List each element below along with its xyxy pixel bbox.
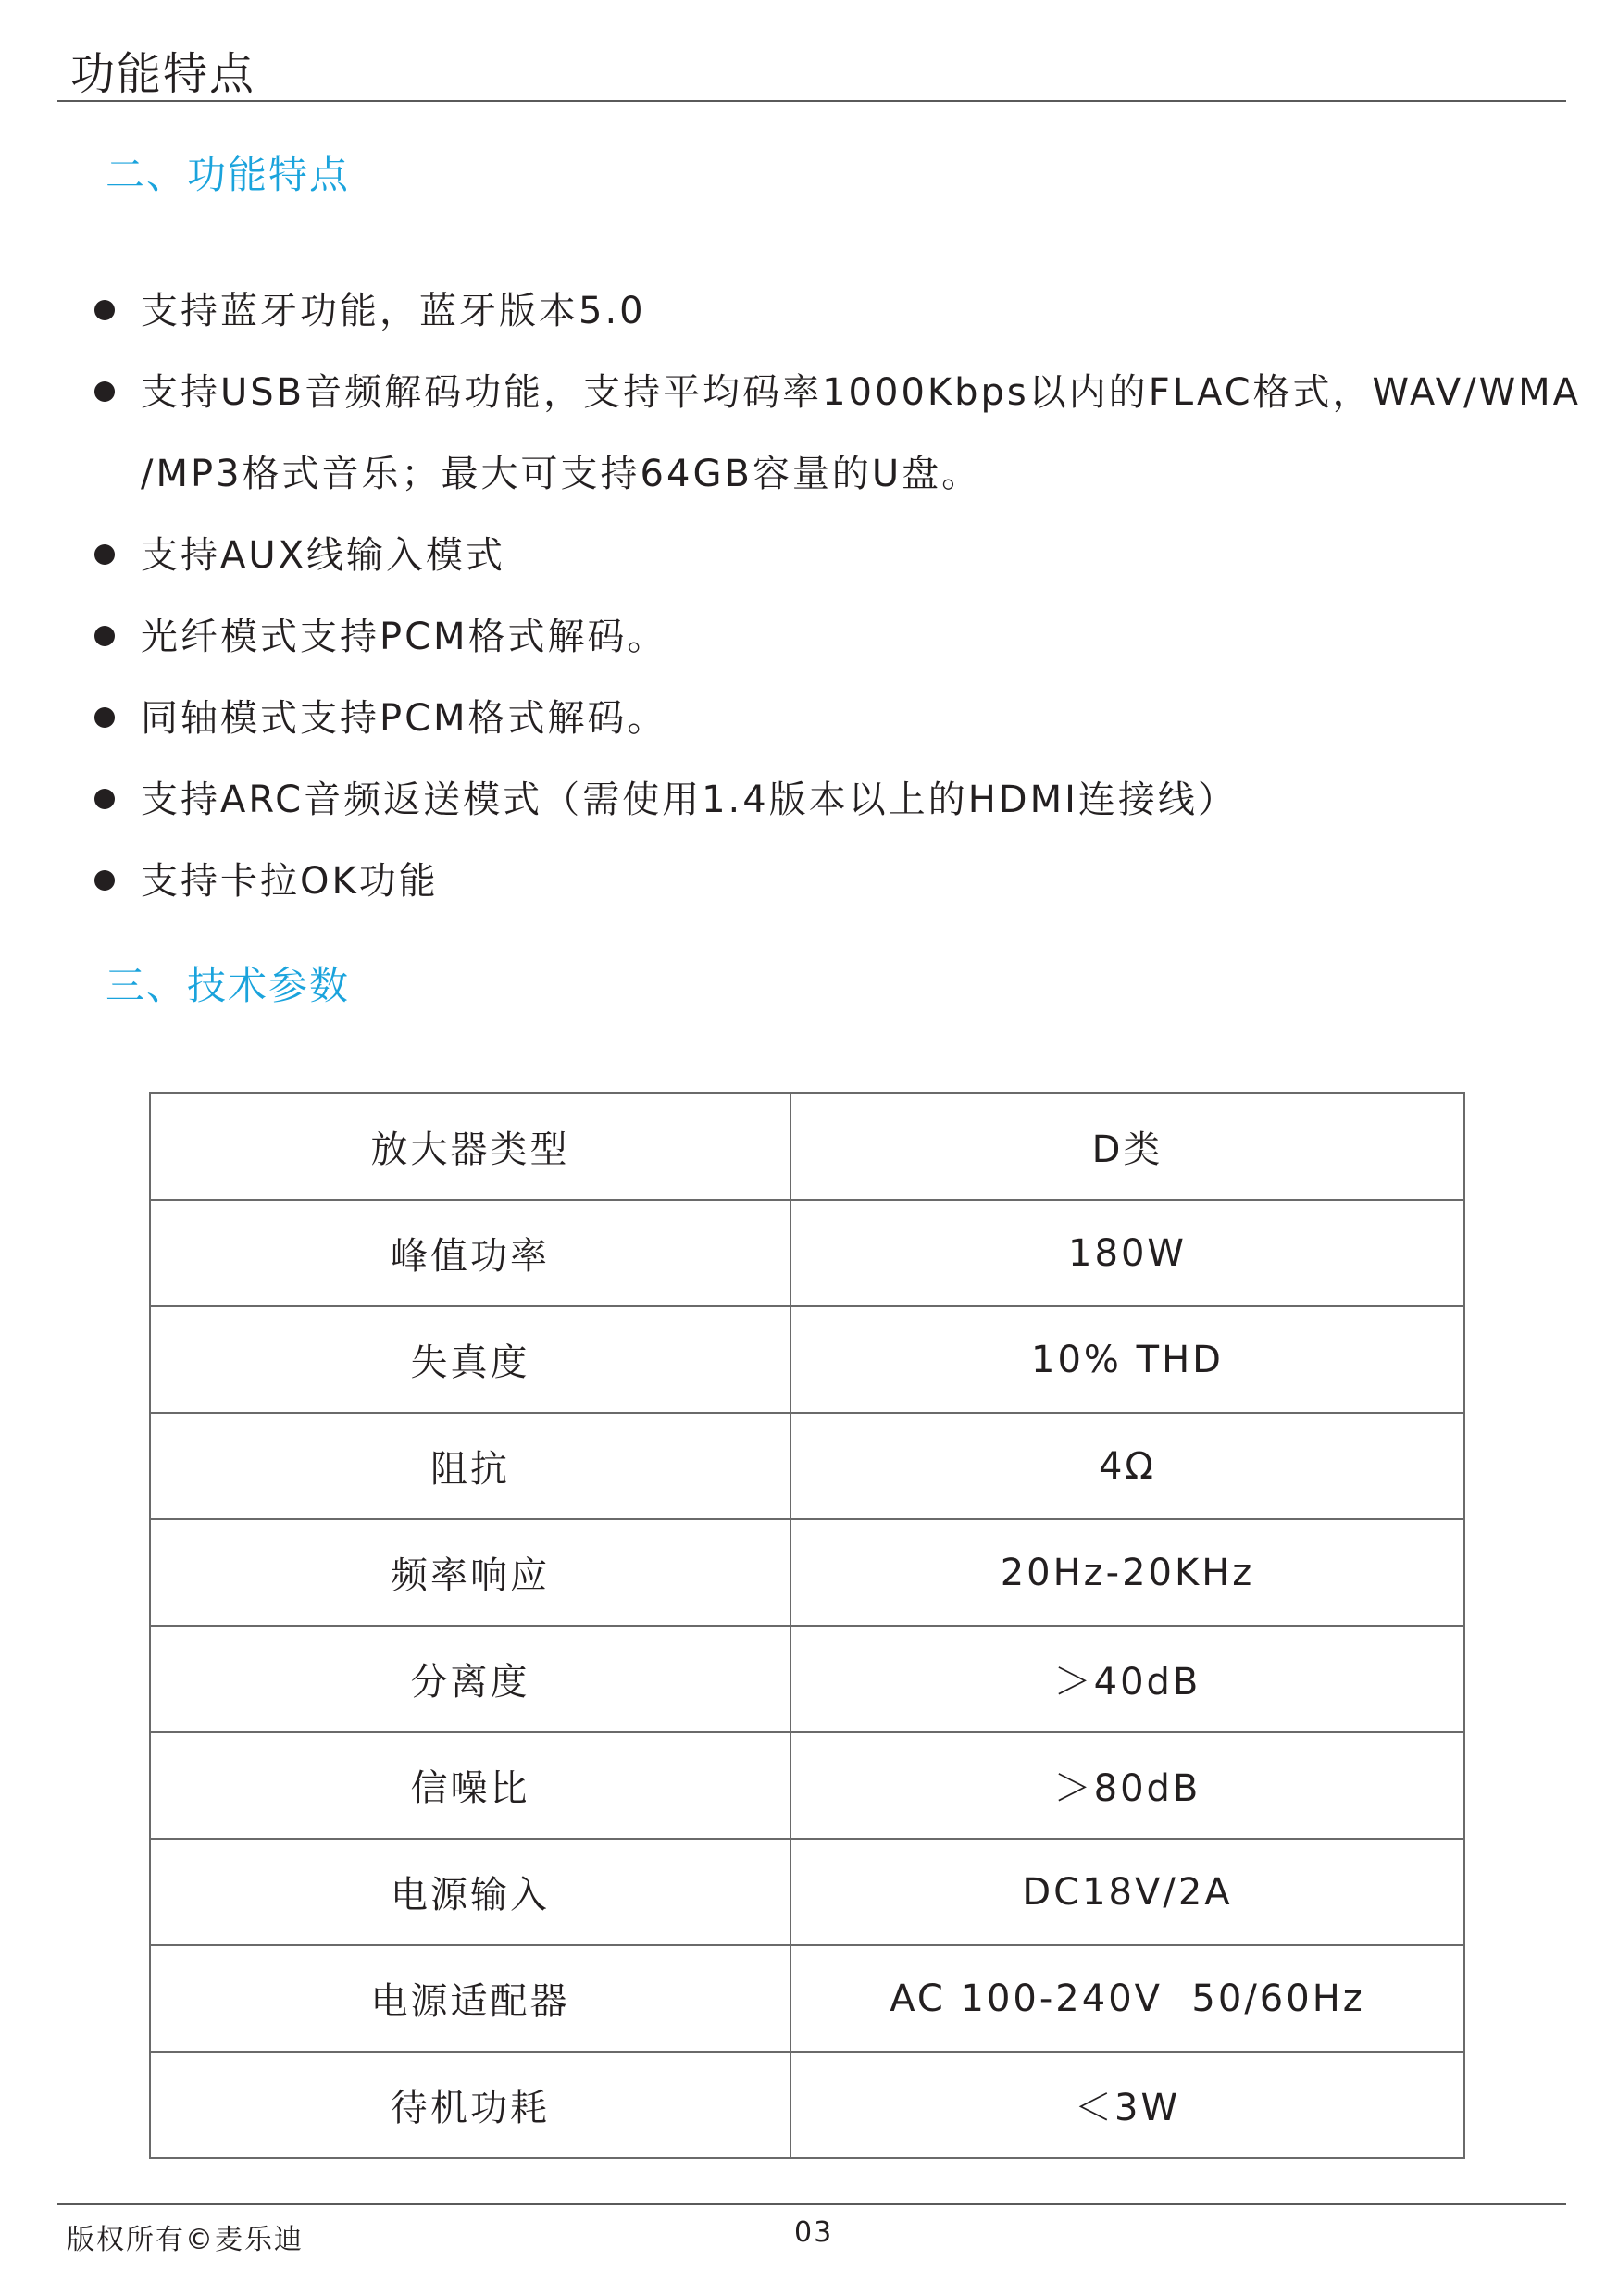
table-row [150,1626,1464,1732]
feature-text: 支持USB音频解码功能，支持平均码率1000Kbps以内的FLAC格式，WAV/WMA [141,371,1581,414]
table-row [150,1839,1464,1945]
spec-value: AC 100-240V 50/60Hz [790,1945,1464,2052]
spec-value: 180W [790,1200,1464,1306]
spec-label: 失真度 [150,1306,790,1413]
table-row [150,1306,1464,1413]
section-heading-specs: 三、技术参数 [106,963,351,1008]
spec-value: ＜3W [790,2052,1464,2158]
table-row [150,1413,1464,1519]
feature-item [93,270,1574,352]
spec-label: 信噪比 [150,1732,790,1839]
feature-item [93,596,1574,678]
spec-label: 电源输入 [150,1839,790,1945]
table-row [150,1732,1464,1839]
spec-label: 阻抗 [150,1413,790,1519]
table-row [150,2052,1464,2158]
feature-text: 支持卡拉OK功能 [141,860,439,903]
feature-item [93,759,1574,841]
page-footer [57,2203,1566,2261]
table-row [150,1200,1464,1306]
page-number: 03 [794,2216,834,2249]
spec-label: 频率响应 [150,1519,790,1626]
feature-item [93,841,1574,922]
feature-text: 支持蓝牙功能，蓝牙版本5.0 [141,290,646,332]
feature-text: 支持AUX线输入模式 [141,534,506,577]
page-title: 功能特点 [70,48,256,100]
spec-value: 4Ω [790,1413,1464,1519]
spec-table [149,1092,1465,2159]
table-row [150,1519,1464,1626]
spec-label: 分离度 [150,1626,790,1732]
spec-value: 10% THD [790,1306,1464,1413]
spec-value: ＞80dB [790,1732,1464,1839]
spec-value: DC18V/2A [790,1839,1464,1945]
footer-copyright: 版权所有©麦乐迪 [67,2224,304,2256]
feature-text: 支持ARC音频返送模式（需使用1.4版本以上的HDMI连接线） [141,779,1238,821]
section-heading-features: 二、功能特点 [106,152,351,197]
spec-value: D类 [790,1093,1464,1200]
bullet-icon [94,381,115,402]
feature-text: 同轴模式支持PCM格式解码。 [141,697,667,740]
bullet-icon [94,789,115,809]
feature-item [93,515,1574,596]
bullet-icon [94,707,115,728]
bullet-icon [94,544,115,565]
spec-value: 20Hz-20KHz [790,1519,1464,1626]
spec-label: 峰值功率 [150,1200,790,1306]
feature-text-continued: /MP3格式音乐；最大可支持64GB容量的U盘。 [141,453,982,495]
bullet-icon [94,626,115,646]
spec-label: 待机功耗 [150,2052,790,2158]
spec-label: 放大器类型 [150,1093,790,1200]
feature-item [93,678,1574,759]
table-row [150,1945,1464,2052]
feature-item [93,352,1581,515]
feature-list [93,270,1581,922]
feature-text: 光纤模式支持PCM格式解码。 [141,616,667,658]
bullet-icon [94,870,115,891]
spec-value: ＞40dB [790,1626,1464,1732]
spec-label: 电源适配器 [150,1945,790,2052]
bullet-icon [94,300,115,320]
table-row [150,1093,1464,1200]
page-header [57,44,1566,102]
